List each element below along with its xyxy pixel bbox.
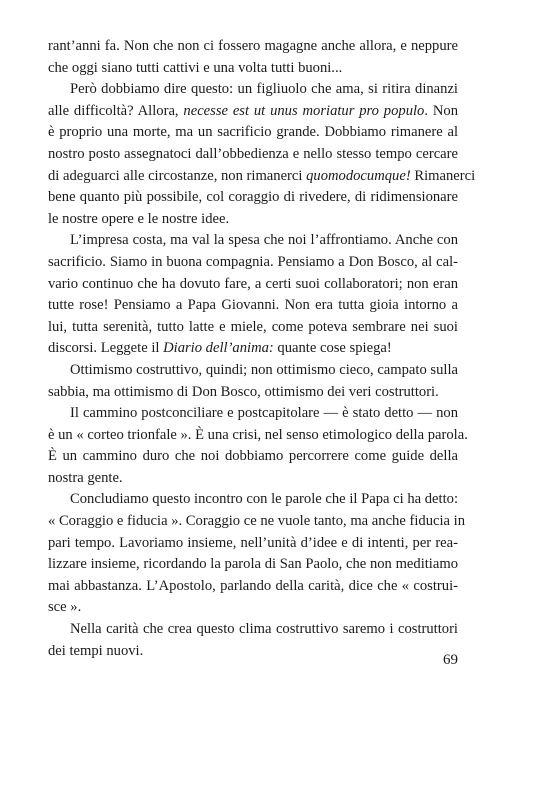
text-line: bene quanto più possibile, col coraggio di rivedere, di ridimensionare (48, 189, 458, 206)
text-line: lui, tutta serenità, tutto latte e miele, come poteva sembrare nei suoi (48, 318, 458, 335)
text-line: Il cammino postconciliare e postcapitolare — è stato detto — non (70, 405, 458, 422)
paragraph (48, 36, 458, 79)
text-line: sabbia, ma ottimismo di Don Bosco, ottimismo dei veri costruttori. (48, 383, 439, 400)
text-line: sacrificio. Siamo in buona compagnia. Pensiamo a Don Bosco, al cal- (48, 253, 458, 270)
text-line: L’impresa costa, ma val la spesa che noi l’affrontiamo. Anche con (70, 232, 458, 249)
text-line: alle difficoltà? Allora, necesse est ut unus moriatur pro populo. Non (48, 102, 458, 119)
text-line: nostra gente. (48, 469, 123, 486)
italic-text: Diario dell’anima: (163, 340, 274, 357)
text-line: sce ». (48, 599, 82, 616)
text-line: è un « corteo trionfale ». È una crisi, nel senso etimologico della parola. (48, 426, 468, 443)
paragraph (48, 360, 458, 403)
text-line: pari tempo. Lavoriamo insieme, nell’unità d’idee e di intenti, per rea- (48, 534, 458, 551)
paragraph (48, 403, 468, 489)
text-line: Nella carità che crea questo clima costruttivo saremo i costruttori (70, 621, 458, 638)
paragraph (48, 230, 458, 360)
text-line: vario continuo che ha dovuto fare, a certi suoi collaboratori; non eran (48, 275, 458, 292)
page-number: 69 (443, 652, 458, 668)
text-line: dei tempi nuovi. (48, 642, 144, 659)
text-line: discorsi. Leggete il Diario dell’anima: quante cose spiega! (48, 340, 392, 357)
text-line: rant’anni fa. Non che non ci fossero magagne anche allora, e neppure (48, 38, 458, 54)
text-line: mai abbastanza. L’Apostolo, parlando della carità, dice che « costrui- (48, 577, 458, 594)
italic-text: necesse est ut unus moriatur pro populo (183, 102, 425, 119)
text-line: È un cammino duro che noi dobbiamo percorrere come guide della (48, 448, 458, 465)
text-line: è proprio una morte, ma un sacrificio grande. Dobbiamo rimanere al (48, 124, 458, 141)
text-line: « Coraggio e fiducia ». Coraggio ce ne vuole tanto, ma anche fiducia in (48, 513, 465, 530)
paragraph (48, 619, 458, 662)
page-body (48, 36, 476, 662)
text-line: che oggi siano tutti cattivi e una volta tutti buoni... (48, 59, 343, 76)
text-line: tutte rose! Pensiamo a Papa Giovanni. Non era tutta gioia intorno a (48, 297, 458, 314)
text-line: lizzare insieme, ricordando la parola di San Paolo, che non meditiamo (48, 556, 458, 573)
italic-text: quomodocumque! (306, 167, 411, 184)
text-line: Concludiamo questo incontro con le parole che il Papa ci ha detto: (70, 491, 458, 508)
text-line: le nostre opere e le nostre idee. (48, 210, 230, 227)
text-line: nostro posto assegnatoci dall’obbedienza e nello stesso tempo cercare (48, 145, 458, 162)
paragraph (48, 489, 465, 619)
text-line: Ottimismo costruttivo, quindi; non ottimismo cieco, campato sulla (70, 361, 458, 378)
text-line: di adeguarci alle circostanze, non rimanerci quomodocumque! Rimanerci (48, 167, 476, 184)
paragraph (48, 79, 476, 230)
text-line: Però dobbiamo dire questo: un figliuolo che ama, si ritira dinanzi (70, 81, 458, 98)
